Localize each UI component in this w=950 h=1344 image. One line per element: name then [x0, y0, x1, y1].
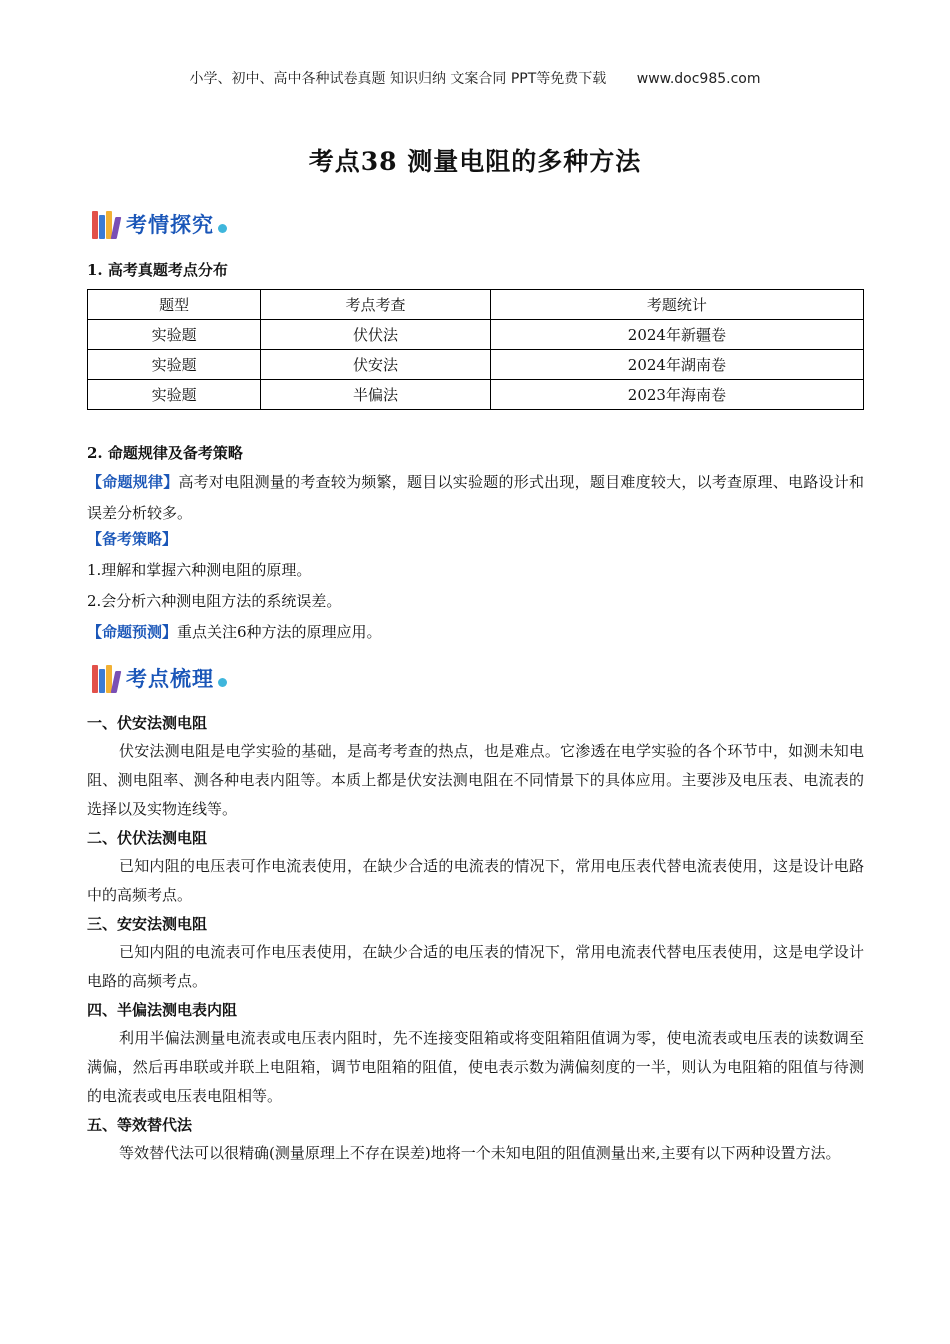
banner-exam-analysis — [92, 206, 227, 242]
table-cell: 2023年海南卷 — [490, 380, 863, 410]
header-text: 小学、初中、高中各种试卷真题 知识归纳 文案合同 PPT等免费下载 — [189, 71, 607, 87]
forecast-paragraph — [87, 617, 864, 648]
table-cell: 半偏法 — [261, 380, 491, 410]
table-header-cell: 考点考查 — [261, 290, 491, 320]
table-row — [88, 380, 864, 410]
section2-heading: 2. 命题规律及备考策略 — [87, 444, 243, 462]
table-cell: 伏安法 — [261, 350, 491, 380]
document-title: 考点38 测量电阻的多种方法 — [308, 147, 642, 176]
banner-topic-review — [92, 660, 227, 696]
strategy-tag: 【备考策略】 — [87, 530, 178, 548]
topic-text: 已知内阻的电压表可作电流表使用，在缺少合适的电流表的情况下，常用电压表代替电流表使用，这是设计电路中的高频考点。 — [87, 857, 864, 904]
table-header-cell: 题型 — [88, 290, 261, 320]
table-cell: 实验题 — [88, 350, 261, 380]
header-url[interactable]: www.doc985.com — [636, 71, 761, 87]
topic-heading: 五、等效替代法 — [87, 1116, 193, 1134]
section1-heading: 1. 高考真题考点分布 — [87, 261, 228, 279]
rule-text: 高考对电阻测量的考查较为频繁，题目以实验题的形式出现，题目难度较大，以考查原理、电路设计和误差分析较多。 — [87, 473, 864, 522]
topic-heading: 二、伏伏法测电阻 — [87, 829, 208, 847]
forecast-text: 重点关注6种方法的原理应用。 — [177, 623, 382, 641]
banner-title: 考情探究 — [126, 213, 214, 237]
topic-text: 伏安法测电阻是电学实验的基础，是高考考查的热点，也是难点。它渗透在电学实验的各个环节中，如测未知电阻、测电阻率、测各种电表内阻等。本质上都是伏安法测电阻在不同情景下的具体应用。主要涉及电压表、电流表的选择以及实物连线等。 — [87, 742, 864, 818]
dot-icon — [218, 678, 227, 687]
banner-title: 考点梳理 — [126, 667, 214, 691]
rule-tag: 【命题规律】 — [87, 473, 179, 491]
topic-heading: 四、半偏法测电表内阻 — [87, 1001, 238, 1019]
books-icon — [92, 209, 120, 239]
forecast-tag: 【命题预测】 — [87, 623, 178, 641]
strategy-item: 1.理解和掌握六种测电阻的原理。 — [87, 561, 312, 579]
rule-paragraph — [87, 467, 864, 529]
topic-heading: 一、伏安法测电阻 — [87, 714, 208, 732]
page-header — [0, 68, 950, 88]
table-header-cell: 考题统计 — [490, 290, 863, 320]
exam-stats-table — [87, 289, 864, 410]
table-cell: 实验题 — [88, 380, 261, 410]
topic-text: 已知内阻的电流表可作电压表使用，在缺少合适的电压表的情况下，常用电流表代替电压表使用，这是电学设计电路的高频考点。 — [87, 943, 864, 990]
table-cell: 实验题 — [88, 320, 261, 350]
table-row — [88, 350, 864, 380]
table-cell: 伏伏法 — [261, 320, 491, 350]
table-row — [88, 320, 864, 350]
topic-text: 利用半偏法测量电流表或电压表内阻时，先不连接变阻箱或将变阻箱阻值调为零，使电流表或电压表的读数调至满偏，然后再串联或并联上电阻箱，调节电阻箱的阻值，使电表示数为满偏刻度的一半，则认为电阻箱的阻值与待测的电流表或电压表电阻相等。 — [87, 1029, 864, 1105]
strategy-tag-line — [87, 524, 864, 555]
table-header-row — [88, 290, 864, 320]
table-cell: 2024年新疆卷 — [490, 320, 863, 350]
books-icon — [92, 663, 120, 693]
dot-icon — [218, 224, 227, 233]
topic-heading: 三、安安法测电阻 — [87, 915, 208, 933]
strategy-item: 2.会分析六种测电阻方法的系统误差。 — [87, 592, 342, 610]
topic-text: 等效替代法可以很精确(测量原理上不存在误差)地将一个未知电阻的阻值测量出来,主要有以下两种设置方法。 — [119, 1144, 841, 1162]
table-cell: 2024年湖南卷 — [490, 350, 863, 380]
